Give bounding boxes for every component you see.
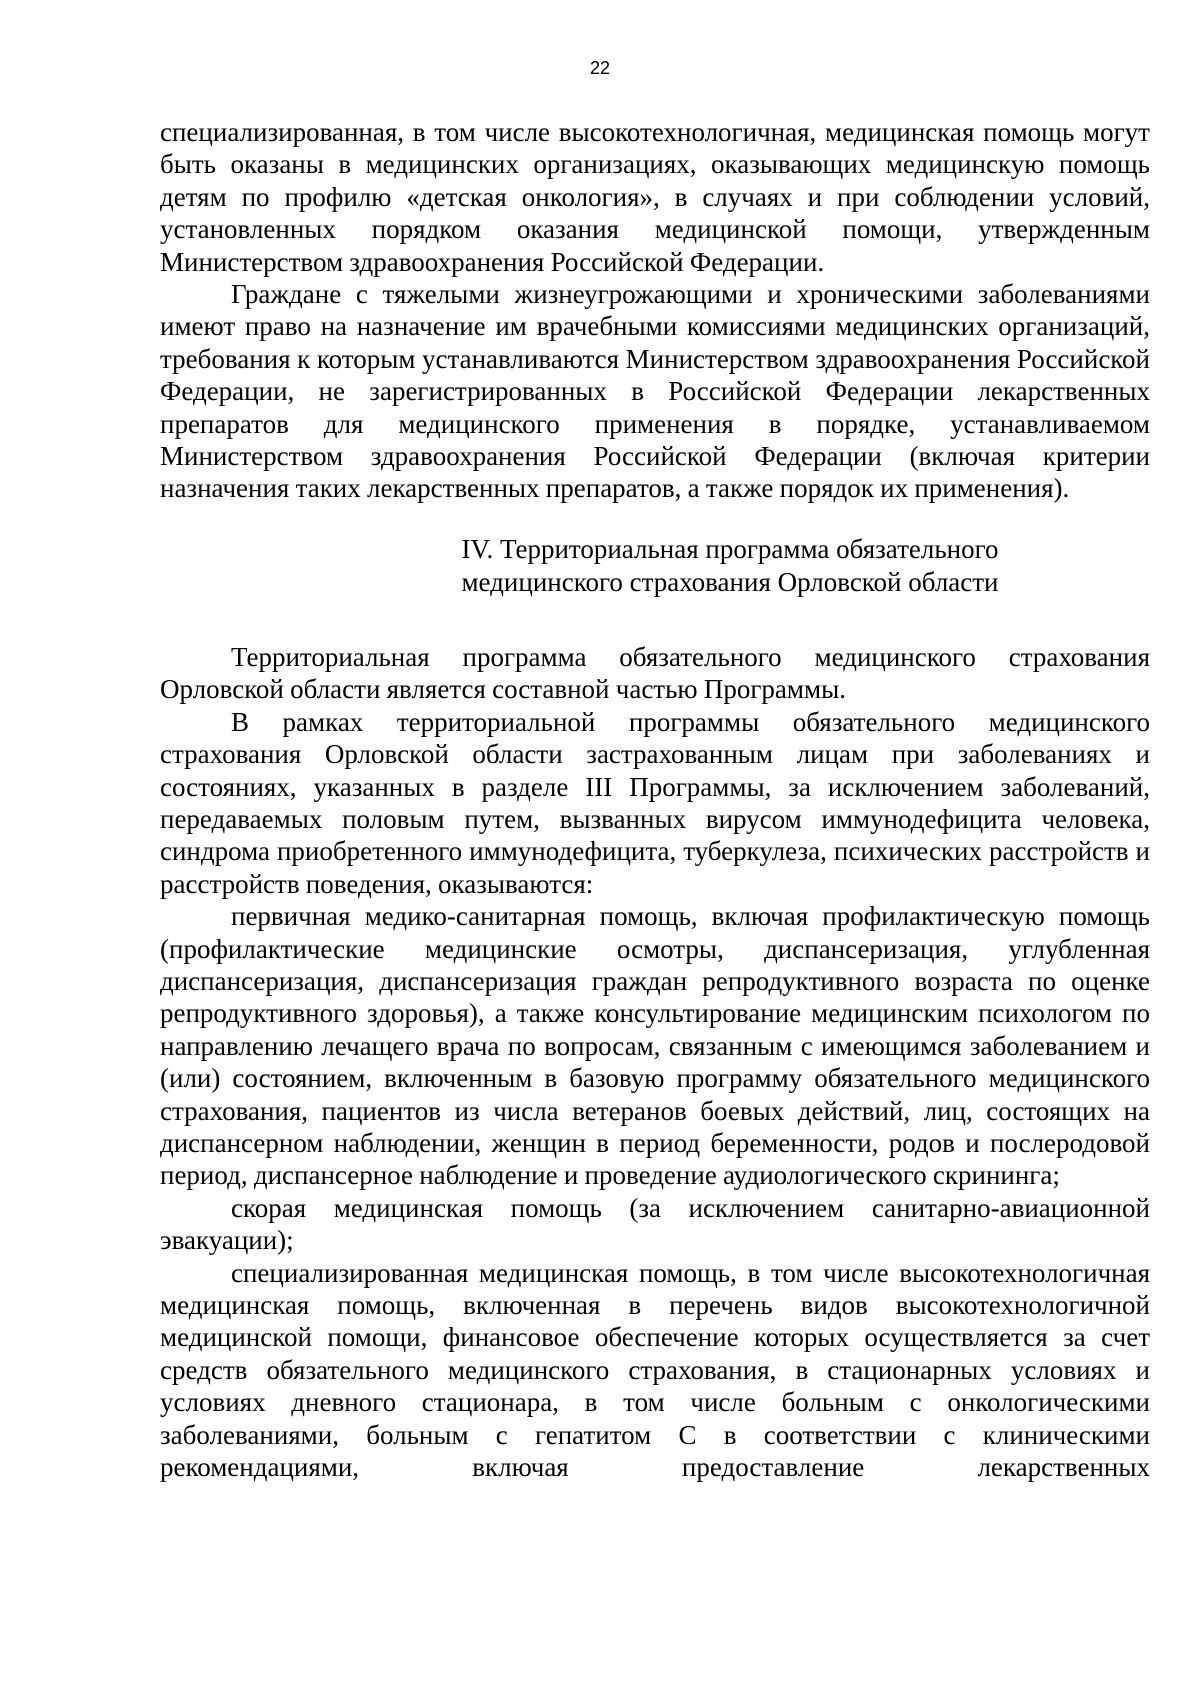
paragraph-specialized-care: специализированная медицинская помощь, в том числе высокотехнологичная медицинская помощь, включенная в перечень видов высокотехнологичной медицинской помощи, финансовое обеспечение которых осуществляется за счет средств обязательного медицинского страхования, в стационарных условиях и условиях дневного стационара, в том числе больным с онкологическими заболеваниями, больным с гепатитом C в соответствии с клиническими рекомендациями, включая предоставление лекарственных bbox=[160, 1257, 1150, 1483]
section-heading bbox=[160, 533, 1150, 599]
paragraph-emergency-care: скорая медицинская помощь (за исключением санитарно-авиационной эвакуации); bbox=[160, 1192, 1150, 1256]
paragraph-citizens-rights: Граждане с тяжелыми жизнеугрожающими и хроническими заболеваниями имеют право на назначение им врачебными комиссиями медицинских организаций, требования к которым устанавливаются Министерством здравоохранения Российской Федерации, не зарегистрированных в Российской Федерации лекарственных препаратов для медицинского применения в порядке, устанавливаемом Министерством здравоохранения Российской Федерации (включая критерии назначения таких лекарственных препаратов, а также порядок их применения). bbox=[160, 279, 1150, 504]
paragraph-primary-care: первичная медико-санитарная помощь, включая профилактическую помощь (профилактические медицинские осмотры, диспансеризация, углубленная диспансеризация, диспансеризация граждан репродуктивного возраста по оценке репродуктивного здоровья), а также консультирование медицинским психологом по направлению лечащего врача по вопросам, связанным с имеющимся заболеванием и (или) состоянием, включенным в базовую программу обязательного медицинского страхования, пациентов из числа ветеранов боевых действий, лиц, состоящих на диспансерном наблюдении, женщин в период беременности, родов и послеродовой период, диспансерное наблюдение и проведение аудиологического скрининга; bbox=[160, 901, 1150, 1191]
paragraph-program-part: Территориальная программа обязательного медицинского страхования Орловской области является составной частью Программы. bbox=[160, 641, 1150, 705]
document-body bbox=[160, 116, 1150, 1483]
paragraph-continuation: специализированная, в том числе высокотехнологичная, медицинская помощь могут быть оказаны в медицинских организациях, оказывающих медицинскую помощь детям по профилю «детская онкология», в случаях и при соблюдении условий, установленных порядком оказания медицинской помощи, утвержденным Министерством здравоохранения Российской Федерации. bbox=[160, 117, 1150, 277]
paragraph-program-scope: В рамках территориальной программы обязательного медицинского страхования Орловской области застрахованным лицам при заболеваниях и состояниях, указанных в разделе III Программы, за исключением заболеваний, передаваемых половым путем, вызванных вирусом иммунодефицита человека, синдрома приобретенного иммунодефицита, туберкулеза, психических расстройств и расстройств поведения, оказываются: bbox=[160, 706, 1150, 899]
section-heading-line-1: IV. Территориальная программа обязательного bbox=[461, 533, 999, 564]
section-heading-line-2: медицинского страхования Орловской области bbox=[461, 566, 999, 597]
page-number: 22 bbox=[589, 58, 611, 78]
